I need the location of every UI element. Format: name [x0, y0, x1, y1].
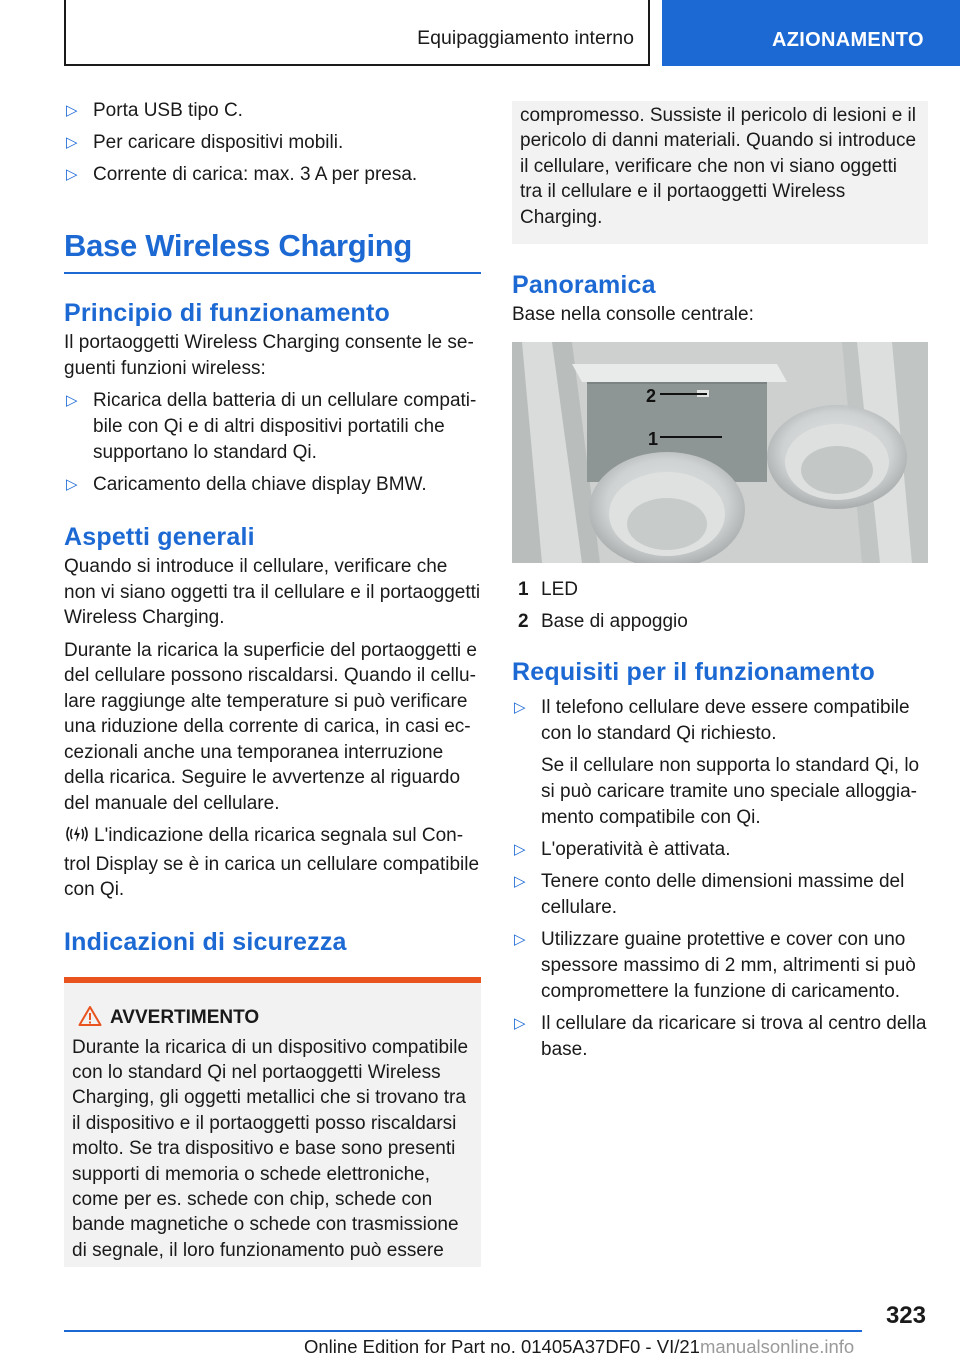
footer-edition: Online Edition for Part no. 01405A37DF0 - VI/21	[304, 1336, 700, 1357]
principle-intro: Il portaoggetti Wireless Charging consente le seguenti funzioni wireless:	[64, 332, 474, 379]
warning-text-continued: compromesso. Sussiste il pericolo di lesioni e il pericolo di danni materiali. Quando si introduce il cellulare, verificare che non vi siano oggetti tra il cellulare e il portaoggetti Wireless Charging.	[520, 105, 917, 228]
photo-label-2: 2	[646, 385, 657, 406]
console-photo	[512, 342, 928, 563]
triangle-bullet-icon: ▷	[514, 872, 526, 890]
photo-legend	[512, 577, 928, 635]
list-item: ▷ Il cellulare da ricaricare si trova al centro della base.	[514, 1012, 927, 1060]
usb-bullet-list	[64, 98, 481, 188]
general-paragraph-3: L'indicazione della ricarica segnala sul Control Display se è in carica un cellulare compatibile con Qi.	[64, 825, 480, 900]
list-item: ▷ Porta USB tipo C.	[64, 98, 481, 124]
page-number: 323	[885, 1302, 926, 1329]
header-chapter-label: AZIONAMENTO	[772, 29, 924, 51]
list-item: ▷ Utilizzare guaine protettive e cover con uno spessore massimo di 2 mm, altrimenti si può compromettere la funzione di caricamento.	[514, 928, 916, 1002]
footer-edition-line	[304, 1336, 854, 1358]
triangle-bullet-icon: ▷	[66, 102, 78, 119]
header-chapter-tab[interactable]	[662, 0, 960, 66]
warning-title: AVVERTIMENTO	[72, 1005, 471, 1031]
overview-intro: Base nella consolle centrale:	[512, 304, 754, 326]
warning-text: Durante la ricarica di un dispositivo compatibile con lo standard Qi nel portaoggetti Wireless Charging, gli oggetti metallici che si trovano tra il dispositivo e il portaoggetti posso riscaldarsi molto. Se tra dispositivo e base sono presenti supporti di memoria o schede elettroniche, come per es. schede con chip, schede con bande magnetiche o schede con trasmissione di segnale, il loro funzionamento può essere	[72, 1036, 469, 1261]
left-column	[64, 98, 481, 1267]
principle-bullet-list	[64, 388, 481, 498]
list-item: ▷ L'operatività è attivata.	[512, 837, 928, 863]
triangle-bullet-icon: ▷	[66, 392, 78, 409]
page-title: Base Wireless Charging	[64, 228, 413, 263]
header-section-title: Equipaggiamento interno	[417, 27, 634, 49]
list-item: ▷ Tenere conto delle dimensioni massime del cellulare.	[514, 870, 905, 918]
wireless-charging-icon	[64, 824, 94, 852]
header-section-box	[64, 0, 650, 66]
requirements-heading: Requisiti per il funzionamento	[512, 657, 875, 686]
requirement-note: Se il cellulare non supporta lo standard Qi, lo si può caricare tramite uno speciale alloggiamento compatibile con Qi.	[541, 754, 920, 828]
footer-watermark: manualsonline.info	[699, 1336, 855, 1357]
legend-item: 1 LED	[518, 578, 578, 600]
list-item: ▷ Corrente di carica: max. 3 A per presa.	[64, 162, 481, 188]
general-paragraph-1: Quando si introduce il cellulare, verificare che non vi siano oggetti tra il cellulare e il portaoggetti Wireless Charging.	[64, 556, 481, 628]
list-item: ▷ Caricamento della chiave display BMW.	[64, 472, 481, 498]
safety-heading: Indicazioni di sicurezza	[64, 927, 347, 956]
triangle-bullet-icon: ▷	[514, 840, 526, 858]
triangle-bullet-icon: ▷	[514, 698, 526, 716]
general-paragraph-2: Durante la ricarica la superficie del portaoggetti e del cellulare possono riscaldarsi. Quando il cellulare raggiunge alte temperature si può verificare una riduzione della corrente di carica, in casi eccezionali anche una temporanea interruzione della ricarica. Seguire le avvertenze al riguardo del manuale del cellulare.	[64, 639, 477, 814]
triangle-bullet-icon: ▷	[66, 166, 78, 183]
triangle-bullet-icon: ▷	[514, 930, 526, 948]
overview-heading: Panoramica	[512, 271, 656, 300]
list-item: ▷ Il telefono cellulare deve essere compatibile con lo standard Qi richiesto. Se il cellulare non supporta lo standard Qi, lo si può caricare tramite uno speciale alloggiamento compatibile con Qi.	[512, 695, 928, 831]
photo-label-1: 1	[648, 428, 659, 449]
triangle-bullet-icon: ▷	[66, 476, 78, 493]
title-divider	[64, 272, 481, 274]
list-item: ▷ Ricarica della batteria di un cellulare compatibile con Qi e di altri dispositivi portatili che supportano lo standard Qi.	[66, 390, 477, 463]
principle-heading: Principio di funzionamento	[64, 299, 391, 327]
triangle-bullet-icon: ▷	[514, 1014, 526, 1032]
footer-divider	[64, 1330, 862, 1332]
right-column	[512, 101, 928, 1069]
list-item: ▷ Per caricare dispositivi mobili.	[64, 130, 481, 156]
general-heading: Aspetti generali	[64, 523, 255, 551]
warning-box	[64, 977, 481, 1268]
legend-item: 2 Base di appoggio	[518, 610, 688, 632]
warning-box-continued	[512, 101, 928, 244]
warning-triangle-icon	[78, 1005, 102, 1035]
requirements-bullet-list	[512, 695, 928, 1063]
triangle-bullet-icon: ▷	[66, 134, 78, 151]
